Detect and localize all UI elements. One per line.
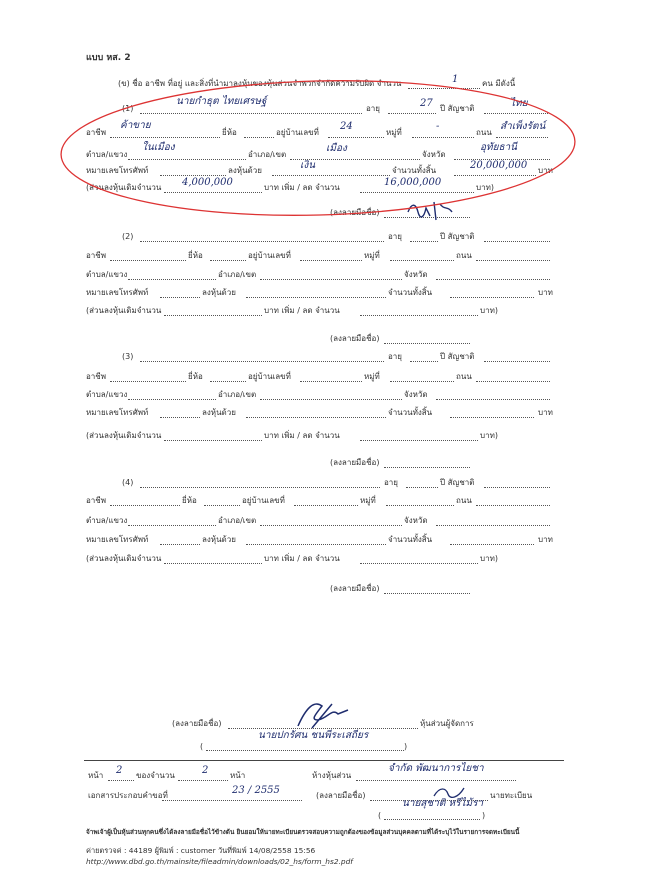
total-label: จำนวนทั้งสิ้น (388, 408, 433, 417)
occupation-label: อาชีพ (86, 496, 106, 505)
age-line[interactable] (410, 241, 438, 242)
partner-province[interactable]: อุทัยธานี (480, 142, 518, 153)
change-line[interactable] (360, 563, 478, 564)
subdistrict-label: ตำบล/แขวง (86, 150, 128, 159)
phone-label: หมายเลขโทรศัพท์ (86, 535, 149, 544)
invest-line[interactable] (246, 417, 386, 418)
district-line[interactable] (260, 279, 402, 280)
occupation-line[interactable] (110, 260, 186, 261)
manager-name-paren-close: ) (404, 742, 408, 751)
phone-label: หมายเลขโทรศัพท์ (86, 166, 149, 175)
phone-line[interactable] (160, 544, 200, 545)
signature-line[interactable] (384, 593, 470, 594)
managing-partner-label: หุ้นส่วนผู้จัดการ (420, 719, 474, 728)
registrar-paren-open: ( (378, 811, 382, 820)
age-line[interactable] (406, 487, 438, 488)
red-oval-annotation (0, 0, 650, 260)
source-url: http://www.dbd.go.th/mainsite/fileadmin/downloads/02_hs/form_hs2.pdf (86, 857, 353, 866)
shop-label: ยี่ห้อ (188, 251, 203, 260)
change-label: บาท เพิ่ม / ลด จำนวน (264, 183, 340, 192)
province-line[interactable] (436, 399, 550, 400)
change-label: บาท เพิ่ม / ลด จำนวน (264, 554, 340, 563)
shop-line[interactable] (204, 505, 240, 506)
address-label: อยู่บ้านเลขที่ (242, 496, 285, 505)
partner-invest-with[interactable]: เงิน (300, 160, 316, 171)
road-label: ถนน (456, 251, 472, 260)
section-heading: (ข) ชื่อ อาชีพ ที่อยู่ และสิ่งที่นำมาลงหุ้นของหุ้นส่วนจำพวกจำกัดความรับผิด จำนวน (118, 79, 402, 88)
total-label: จำนวนทั้งสิ้น (388, 288, 433, 297)
partnership-label: ห้างหุ้นส่วน (312, 771, 352, 780)
close-baht-label: บาท) (480, 431, 498, 440)
signature-label: (ลงลายมือชื่อ) (330, 334, 380, 343)
orig-share-label: (ส่วนลงหุ้นเดิมจำนวน (86, 554, 162, 563)
registrar-signature-label: (ลงลายมือชื่อ) (316, 791, 366, 800)
invest-label: ลงหุ้นด้วย (228, 166, 262, 175)
province-label: จังหวัด (404, 390, 428, 399)
district-line[interactable] (260, 525, 402, 526)
occupation-line[interactable] (110, 381, 186, 382)
signature-label: (ลงลายมือชื่อ) (330, 208, 380, 217)
page-value[interactable]: 2 (116, 765, 123, 776)
road-line[interactable] (476, 381, 550, 382)
age-unit-label: ปี สัญชาติ (440, 104, 475, 113)
orig-share-line[interactable] (164, 315, 262, 316)
invest-label: ลงหุ้นด้วย (202, 408, 236, 417)
invest-label: ลงหุ้นด้วย (202, 288, 236, 297)
doc-label: เอกสารประกอบคำขอที่ (88, 791, 168, 800)
age-label: อายุ (388, 232, 402, 241)
manager-name: นายปกรัศน ชนพีระเสถียร (258, 730, 369, 741)
pages-total[interactable]: 2 (202, 765, 209, 776)
partnership-line (356, 780, 516, 781)
partner-moo[interactable]: - (436, 121, 440, 132)
total-label: จำนวนทั้งสิ้น (392, 166, 437, 175)
subdistrict-line[interactable] (128, 525, 216, 526)
partner-occupation[interactable]: ค้าขาย (120, 120, 151, 131)
partner-change-amount[interactable]: 16,000,000 (384, 177, 442, 188)
change-label: บาท เพิ่ม / ลด จำนวน (264, 431, 340, 440)
moo-label: หมู่ที่ (364, 251, 380, 260)
road-line[interactable] (476, 260, 550, 261)
road-line[interactable] (476, 505, 550, 506)
baht-label: บาท (538, 535, 553, 544)
nationality-line[interactable] (484, 361, 550, 362)
orig-share-line[interactable] (164, 440, 262, 441)
partner-address-no[interactable]: 24 (340, 121, 353, 132)
district-label: อำเภอ/เขต (248, 150, 287, 159)
close-baht-label: บาท) (480, 554, 498, 563)
partner-nationality[interactable]: ไทย (510, 98, 528, 109)
province-label: จังหวัด (422, 150, 446, 159)
total-line[interactable] (450, 417, 534, 418)
partner-age[interactable]: 27 (420, 98, 433, 109)
occupation-label: อาชีพ (86, 128, 106, 137)
shop-line[interactable] (210, 260, 246, 261)
close-baht-label: บาท) (476, 183, 494, 192)
total-label: จำนวนทั้งสิ้น (388, 535, 433, 544)
age-line[interactable] (410, 361, 438, 362)
total-line[interactable] (450, 297, 534, 298)
invest-line[interactable] (246, 544, 386, 545)
district-label: อำเภอ/เขต (218, 390, 257, 399)
shop-label: ยี่ห้อ (182, 496, 197, 505)
phone-label: หมายเลขโทรศัพท์ (86, 288, 149, 297)
province-line[interactable] (436, 279, 550, 280)
partner-district[interactable]: เมือง (326, 143, 347, 154)
moo-label: หมู่ที่ (360, 496, 376, 505)
registrar-name-line (384, 819, 480, 820)
name-line[interactable] (140, 361, 384, 362)
of-pages-label: ของจำนวน (136, 771, 175, 780)
form-code: แบบ หส. 2 (86, 53, 131, 63)
manager-name-paren-open: ( (200, 742, 204, 751)
page-label: หน้า (88, 771, 104, 780)
partner-road[interactable]: สำเพ็งรัตน์ (500, 121, 546, 132)
age-unit-label: ปี สัญชาติ (440, 478, 475, 487)
partner-orig-share[interactable]: 4,000,000 (182, 177, 233, 188)
phone-label: หมายเลขโทรศัพท์ (86, 408, 149, 417)
phone-line[interactable] (160, 417, 200, 418)
shop-label: ยี่ห้อ (188, 372, 203, 381)
address-label: อยู่บ้านเลขที่ (248, 372, 291, 381)
nationality-line[interactable] (484, 487, 550, 488)
road-label: ถนน (476, 128, 492, 137)
print-info: ค่ายตรวจค่ : 44189 ผู้พิมพ์ : customer วันที่พิมพ์ 14/08/2558 15:56 (86, 846, 316, 855)
district-label: อำเภอ/เขต (218, 516, 257, 525)
doc-number[interactable]: 23 / 2555 (232, 785, 280, 796)
name-line[interactable] (140, 487, 380, 488)
page-unit-label: หน้า (230, 771, 246, 780)
road-label: ถนน (456, 372, 472, 381)
invest-line[interactable] (246, 297, 386, 298)
registrar-paren-close: ) (482, 811, 486, 820)
manager-signature (292, 696, 352, 732)
baht-label: บาท (538, 166, 553, 175)
partner-number: (1) (122, 104, 134, 113)
orig-share-label: (ส่วนลงหุ้นเดิมจำนวน (86, 183, 162, 192)
partner-count[interactable]: 1 (452, 74, 459, 85)
moo-line[interactable] (390, 381, 454, 382)
signature-line[interactable] (384, 467, 470, 468)
moo-label: หมู่ที่ (364, 372, 380, 381)
partner-number: (4) (122, 478, 134, 487)
province-label: จังหวัด (404, 516, 428, 525)
partner-number: (3) (122, 352, 134, 361)
subdistrict-label: ตำบล/แขวง (86, 390, 128, 399)
shop-line[interactable] (210, 381, 246, 382)
address-line[interactable] (294, 505, 358, 506)
age-label: อายุ (388, 352, 402, 361)
signature-line[interactable] (384, 343, 470, 344)
address-line[interactable] (300, 260, 362, 261)
address-label: อยู่บ้านเลขที่ (276, 128, 319, 137)
moo-label: หมู่ที่ (386, 128, 402, 137)
partnership-name: จำกัด พัฒนาการไยชา (388, 763, 484, 774)
age-unit-label: ปี สัญชาติ (440, 232, 475, 241)
orig-share-line[interactable] (164, 563, 262, 564)
nationality-line[interactable] (484, 241, 550, 242)
consent-note: จ้าพเจ้าผู้เป็นหุ้นส่วนทุกคนซึ่งได้ลงลายมือชื่อไว้ข้างต้น ยินยอมให้นายทะเบียนตรวจสอบความถูกต้องของข้อมูลส่วนบุคคลตามที่ได้ระบุไว้ในรายการจดทะเบียนนี้ (86, 828, 520, 836)
name-line[interactable] (140, 241, 384, 242)
total-line[interactable] (450, 544, 534, 545)
close-baht-label: บาท) (480, 306, 498, 315)
signature-label: (ลงลายมือชื่อ) (330, 458, 380, 467)
partner-total[interactable]: 20,000,000 (470, 160, 528, 171)
moo-line[interactable] (390, 260, 454, 261)
phone-line[interactable] (160, 297, 200, 298)
age-label: อายุ (366, 104, 380, 113)
page-line (108, 780, 134, 781)
baht-label: บาท (538, 408, 553, 417)
invest-label: ลงหุ้นด้วย (202, 535, 236, 544)
moo-line[interactable] (386, 505, 454, 506)
count-suffix: คน มีดังนี้ (482, 79, 516, 88)
shop-label: ยี่ห้อ (222, 128, 237, 137)
pages-total-line (178, 780, 228, 781)
partner-subdistrict[interactable]: ในเมือง (142, 142, 175, 153)
occupation-label: อาชีพ (86, 372, 106, 381)
province-line[interactable] (436, 525, 550, 526)
occupation-line[interactable] (110, 505, 180, 506)
subdistrict-line[interactable] (128, 399, 216, 400)
subdistrict-line[interactable] (128, 279, 216, 280)
orig-share-label: (ส่วนลงหุ้นเดิมจำนวน (86, 431, 162, 440)
district-line[interactable] (260, 399, 402, 400)
address-line[interactable] (300, 381, 362, 382)
age-unit-label: ปี สัญชาติ (440, 352, 475, 361)
change-line[interactable] (360, 440, 478, 441)
orig-share-label: (ส่วนลงหุ้นเดิมจำนวน (86, 306, 162, 315)
baht-label: บาท (538, 288, 553, 297)
manager-name-line (206, 750, 404, 751)
registrar-name: นายสุชาติ หรีไม้รา (402, 798, 484, 809)
subdistrict-label: ตำบล/แขวง (86, 516, 128, 525)
change-line[interactable] (360, 315, 478, 316)
manager-signature-label: (ลงลายมือชื่อ) (172, 719, 222, 728)
road-label: ถนน (456, 496, 472, 505)
signature-label: (ลงลายมือชื่อ) (330, 584, 380, 593)
district-label: อำเภอ/เขต (218, 270, 257, 279)
partner-name[interactable]: นายกำธุต ไทยเศรษฐ์ (176, 96, 267, 107)
address-label: อยู่บ้านเลขที่ (248, 251, 291, 260)
age-label: อายุ (384, 478, 398, 487)
registrar-label: นายทะเบียน (490, 791, 533, 800)
partner-number: (2) (122, 232, 134, 241)
province-label: จังหวัด (404, 270, 428, 279)
change-label: บาท เพิ่ม / ลด จำนวน (264, 306, 340, 315)
occupation-label: อาชีพ (86, 251, 106, 260)
footer-divider (84, 760, 564, 761)
doc-line (162, 800, 302, 801)
subdistrict-label: ตำบล/แขวง (86, 270, 128, 279)
